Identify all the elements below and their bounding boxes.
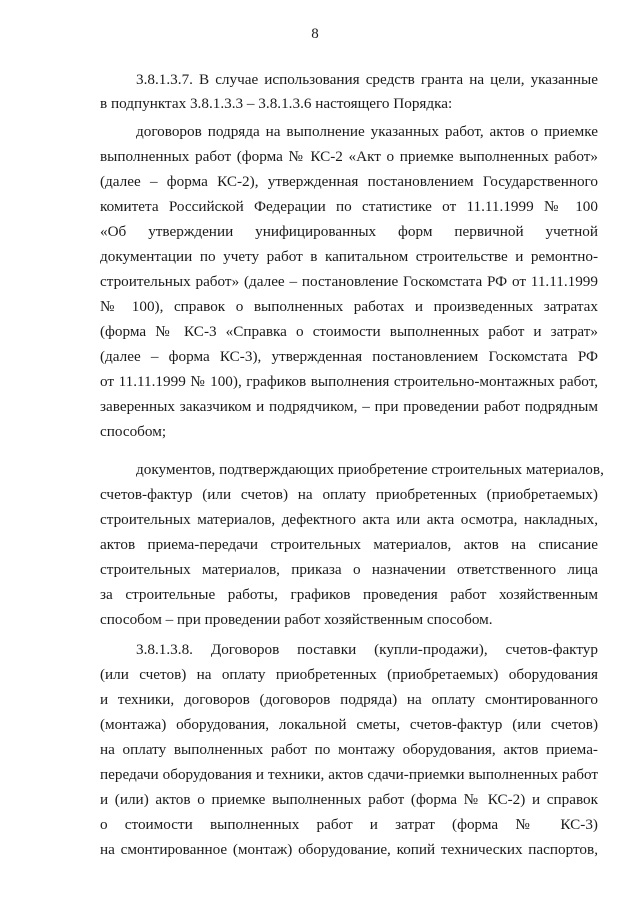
text-line: передачи оборудования и техники, актов сдачи-приемки выполненных работ [100, 766, 598, 783]
text-line: и (или) актов о приемке выполненных работ (форма № КС-2) и справок [100, 791, 598, 808]
text-line: и техники, договоров (договоров подряда) на оплату смонтированного [100, 691, 598, 708]
text-line: (далее – форма КС-3), утвержденная постановлением Госкомстата РФ [100, 348, 598, 365]
text-line: о стоимости выполненных работ и затрат (форма № КС-3) [100, 816, 598, 833]
text-line: на смонтированное (монтаж) оборудование, копий технических паспортов, [100, 841, 598, 858]
text-line: № 100), справок о выполненных работах и произведенных затратах [100, 298, 598, 315]
text-line: способом; [100, 423, 167, 440]
text-line: (далее – форма КС-2), утвержденная постановлением Государственного [100, 173, 598, 190]
page-number: 8 [311, 26, 319, 42]
text-line: способом – при проведении работ хозяйственным способом. [100, 611, 493, 628]
text-line: на оплату выполненных работ по монтажу оборудования, актов приема- [100, 741, 598, 758]
text-line: комитета Российской Федерации по статистике от 11.11.1999 № 100 [100, 198, 598, 215]
text-line: актов приема-передачи строительных материалов, актов на списание [100, 536, 598, 553]
text-line: документов, подтверждающих приобретение строительных материалов, [136, 461, 604, 478]
text-line: (или счетов) на оплату приобретенных (приобретаемых) оборудования [100, 666, 598, 683]
text-line: за строительные работы, графиков проведения работ хозяйственным [100, 586, 598, 603]
text-line: счетов-фактур (или счетов) на оплату приобретенных (приобретаемых) [100, 486, 598, 503]
text-line: 3.8.1.3.8. Договоров поставки (купли-продажи), счетов-фактур [136, 641, 598, 658]
text-line: выполненных работ (форма № КС-2 «Акт о приемке выполненных работ» [100, 148, 598, 165]
text-line: строительных работ» (далее – постановление Госкомстата РФ от 11.11.1999 [100, 273, 598, 290]
text-line: 3.8.1.3.7. В случае использования средств гранта на цели, указанные [136, 71, 598, 88]
text-line: договоров подряда на выполнение указанных работ, актов о приемке [136, 123, 598, 140]
text-line: строительных материалов, дефектного акта или акта осмотра, накладных, [100, 511, 598, 528]
text-line: (форма № КС-3 «Справка о стоимости выполненных работ и затрат» [100, 323, 598, 340]
text-line: от 11.11.1999 № 100), графиков выполнения строительно-монтажных работ, [100, 373, 598, 390]
text-line: «Об утверждении унифицированных форм первичной учетной [100, 223, 598, 240]
text-line: (монтажа) оборудования, локальной сметы, счетов-фактур (или счетов) [100, 716, 598, 733]
text-line: документации по учету работ в капитальном строительстве и ремонтно- [100, 248, 598, 265]
text-line: заверенных заказчиком и подрядчиком, – при проведении работ подрядным [100, 398, 598, 415]
text-line: в подпунктах 3.8.1.3.3 – 3.8.1.3.6 настоящего Порядка: [100, 95, 453, 112]
text-line: строительных материалов, приказа о назначении ответственного лица [100, 561, 598, 578]
